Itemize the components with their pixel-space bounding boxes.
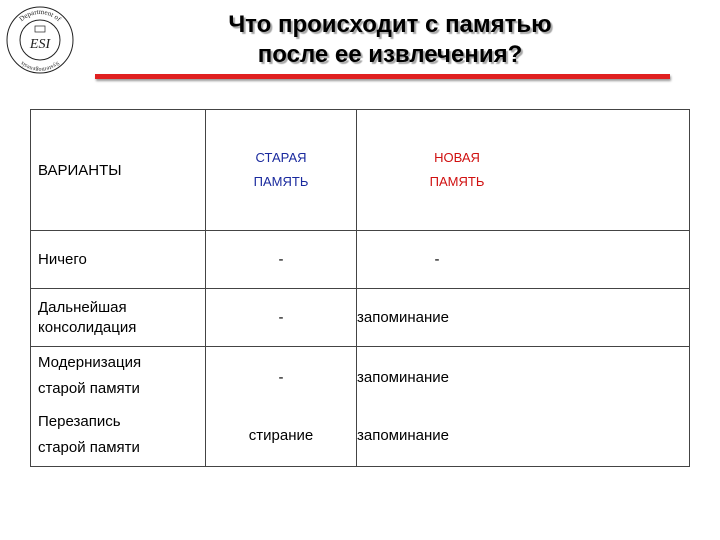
row-variant-line2: старой памяти [38,438,140,456]
table-row-merged [31,347,690,467]
logo-top-text: Department of [17,7,63,24]
header-new-line2: ПАМЯТЬ [429,174,485,189]
title-line-2: после ее извлечения? [257,41,523,68]
department-logo [4,4,76,76]
header-new-memory [357,110,690,231]
row-variant-line1: Модернизация [38,353,142,371]
table-row [31,289,690,347]
memory-variants-table [30,109,690,467]
header-old-line2: ПАМЯТЬ [253,174,309,189]
row-new-value: запоминание [357,427,450,444]
row-new-value [357,231,690,289]
slide-title [110,10,670,70]
row-new-group [357,347,690,467]
title-divider [95,74,670,79]
header-variants: ВАРИАНТЫ [31,110,206,231]
row-old-value: - [206,289,357,347]
row-variant [38,407,205,465]
header-new-line1: НОВАЯ [434,150,480,165]
logo-bottom-text: Systemogenesis [19,59,61,73]
header-old-memory [206,110,357,231]
row-old-value: стирание [248,427,314,444]
row-new-value: запоминание [357,369,450,386]
row-variant-line1: Дальнейшая [38,298,127,316]
row-variant [31,289,206,347]
logo-center-text: ESI [29,37,51,52]
row-old-value: - [278,369,284,386]
row-old-value: - [206,231,357,289]
row-new-dash: - [434,251,440,268]
row-new-value: запоминание [357,289,690,347]
row-variant-line1: Перезапись [38,412,121,430]
title-line-1: Что происходит с памятью [228,11,552,38]
row-variant-group [31,347,206,467]
esi-seal-icon [4,4,76,76]
row-variant [38,349,205,407]
table-row [31,231,690,289]
row-variant-line2: консолидация [38,318,137,336]
row-variant-line2: старой памяти [38,379,140,397]
svg-text:Department of [18,8,63,24]
header-old-line1: СТАРАЯ [255,150,307,165]
row-old-group [206,347,357,467]
table-header-row [31,110,690,231]
row-variant: Ничего [31,231,206,289]
